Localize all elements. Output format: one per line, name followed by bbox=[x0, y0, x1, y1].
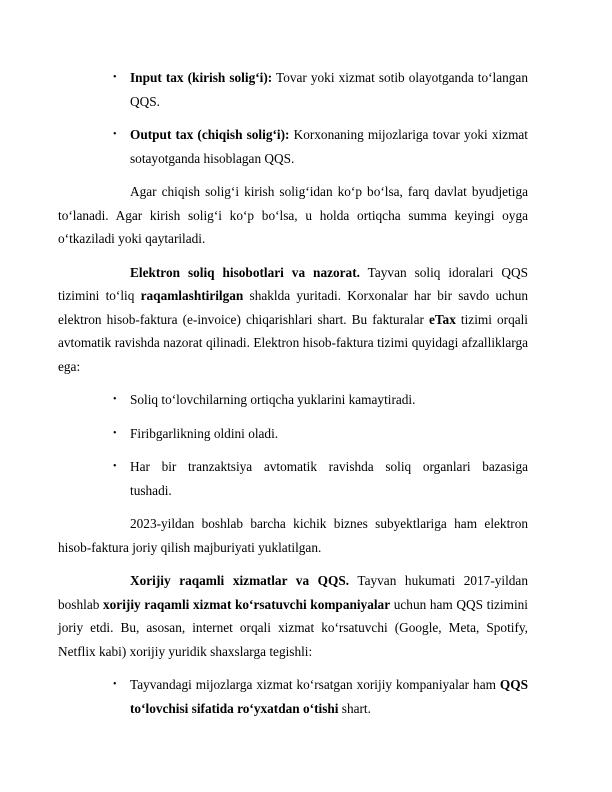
advantage-text: Har bir tranzaktsiya avtomatik ravishda soliq organlari bazasiga tushadi. bbox=[130, 459, 528, 498]
bold-term: eTax bbox=[429, 311, 456, 327]
bullet-icon: • bbox=[113, 679, 117, 690]
heading-electronic-reporting: Elektron soliq hisobotlari va nazorat. bbox=[130, 264, 360, 280]
text-span: tizimi orqali avtomatik ravishda nazorat qilinadi. Elektron hisob-faktura tizimi quyidagi afzalliklarga ega: bbox=[58, 311, 529, 374]
list-item-advantage bbox=[58, 422, 528, 446]
paragraph-foreign-digital bbox=[58, 569, 528, 663]
list-item-advantage bbox=[58, 388, 528, 412]
bullet-icon: • bbox=[113, 72, 117, 83]
bullet-icon: • bbox=[113, 461, 117, 472]
text-span: uchun ham QQS tizimini joriy etdi. Bu, asosan, internet orqali xizmat ko‘rsatuvchi (Google, Meta, Spotify, Netflix kabi) xorijiy yuridik shaxslarga tegishli: bbox=[58, 596, 528, 659]
bullet-icon: • bbox=[113, 394, 117, 405]
bold-term: QQS to‘lovchisi sifatida ro‘yxatdan o‘tishi bbox=[130, 677, 528, 716]
bold-term: xorijiy raqamli xizmat ko‘rsatuvchi kompaniyalar bbox=[103, 596, 391, 612]
definition-input-tax: Tovar yoki xizmat sotib olayotganda to‘langan QQS. bbox=[130, 70, 528, 109]
paragraph-electronic-reporting bbox=[58, 261, 528, 379]
text-span: Tayvan soliq idoralari QQS tizimini to‘liq bbox=[58, 264, 528, 303]
advantage-text: Firibgarlikning oldini oladi. bbox=[130, 425, 279, 441]
term-input-tax: Input tax (kirish solig‘i): bbox=[130, 70, 273, 85]
heading-foreign-digital: Xorijiy raqamli xizmatlar va QQS. bbox=[130, 573, 350, 588]
bullet-output-tax bbox=[58, 123, 528, 170]
text-span: shart. bbox=[338, 700, 371, 716]
document-body bbox=[58, 66, 528, 730]
list-item-foreign bbox=[58, 673, 528, 720]
definition-output-tax: Korxonaning mijozlariga tovar yoki xizmat sotayotganda hisoblagan QQS. bbox=[130, 127, 529, 166]
paragraph-2023: 2023-yildan boshlab barcha kichik biznes subyektlariga ham elektron hisob-faktura joriy qilish majburiyati yuklatilgan. bbox=[58, 516, 528, 555]
term-output-tax: Output tax (chiqish solig‘i): bbox=[130, 127, 290, 142]
text-span: Tayvandagi mijozlarga xizmat ko‘rsatgan xorijiy kompaniyalar ham bbox=[130, 677, 500, 692]
bullet-icon: • bbox=[113, 129, 117, 140]
bullet-icon: • bbox=[113, 427, 117, 439]
list-item-advantage bbox=[58, 455, 528, 502]
paragraph-difference: Agar chiqish solig‘i kirish solig‘idan ko‘p bo‘lsa, farq davlat byudjetiga to‘lanadi. Agar kirish solig‘i ko‘p bo‘lsa, u holda ortiqcha summa keyingi oyga o‘tkaziladi yoki qaytariladi. bbox=[58, 184, 528, 246]
advantage-text: Soliq to‘lovchilarning ortiqcha yuklarini kamaytiradi. bbox=[130, 392, 416, 407]
text-span: shaklda yuritadi. Korxonalar har bir savdo uchun elektron hisob-faktura (e-invoice) chiqarishlari shart. Bu fakturalar bbox=[58, 288, 528, 327]
text-span: Tayvan hukumati 2017-yildan boshlab bbox=[58, 573, 528, 612]
bold-term: raqamlashtirilgan bbox=[140, 288, 244, 303]
bullet-input-tax bbox=[58, 66, 528, 113]
